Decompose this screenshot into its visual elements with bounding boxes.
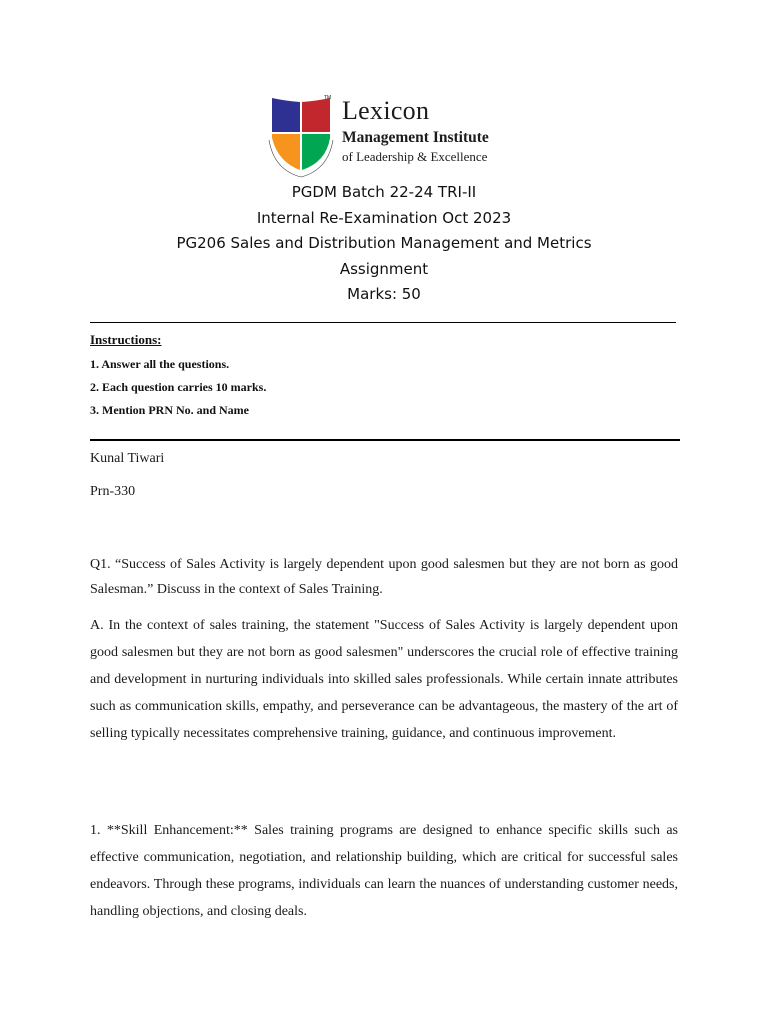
exam-header (0, 180, 768, 308)
assignment-label: Assignment (339, 259, 429, 278)
student-name: Kunal Tiwari (90, 451, 165, 466)
student-prn: Prn-330 (90, 484, 136, 499)
institute-logo (266, 94, 516, 184)
trademark-label: TM (324, 95, 332, 101)
batch-title: PGDM Batch 22-24 TRI-II (291, 183, 477, 201)
course-title: PG206 Sales and Distribution Management and Metrics (176, 234, 592, 252)
logo-subtitle-secondary: of Leadership & Excellence (342, 149, 488, 164)
answer-1-intro: A. In the context of sales training, the statement "Success of Sales Activity is largely dependent upon good salesmen but they are not born as good salesmen" underscores the crucial role of effective training and development in nurturing individuals into skilled sales professionals. While certain innate attributes such as communication skills, empathy, and perseverance can be advantageous, the mastery of the art of selling typically necessitates comprehensive training, guidance, and continuous improvement. (90, 618, 678, 741)
instructions-heading: Instructions: (90, 332, 162, 347)
instruction-item: 3. Mention PRN No. and Name (90, 403, 249, 417)
exam-title: Internal Re-Examination Oct 2023 (256, 208, 512, 227)
shield-emblem-icon (266, 94, 336, 178)
logo-subtitle-primary: Management Institute (342, 129, 489, 146)
instructions-divider (90, 439, 680, 441)
question-1: Q1. “Success of Sales Activity is largely dependent upon good salesmen but they are not born as good Salesman.” Discuss in the context of Sales Training. (90, 557, 678, 597)
header-divider (90, 322, 676, 323)
instructions-block (90, 332, 266, 425)
answer-1-point-1: 1. **Skill Enhancement:** Sales training programs are designed to enhance specific skills such as effective communication, negotiation, and relationship building, which are critical for successful sales endeavors. Through these programs, individuals can learn the nuances of understanding customer needs, handling objections, and closing deals. (90, 823, 678, 919)
instruction-item: 1. Answer all the questions. (90, 357, 230, 371)
logo-name: Lexicon (342, 96, 430, 125)
marks-label: Marks: 50 (347, 285, 421, 303)
instruction-item: 2. Each question carries 10 marks. (90, 380, 267, 394)
